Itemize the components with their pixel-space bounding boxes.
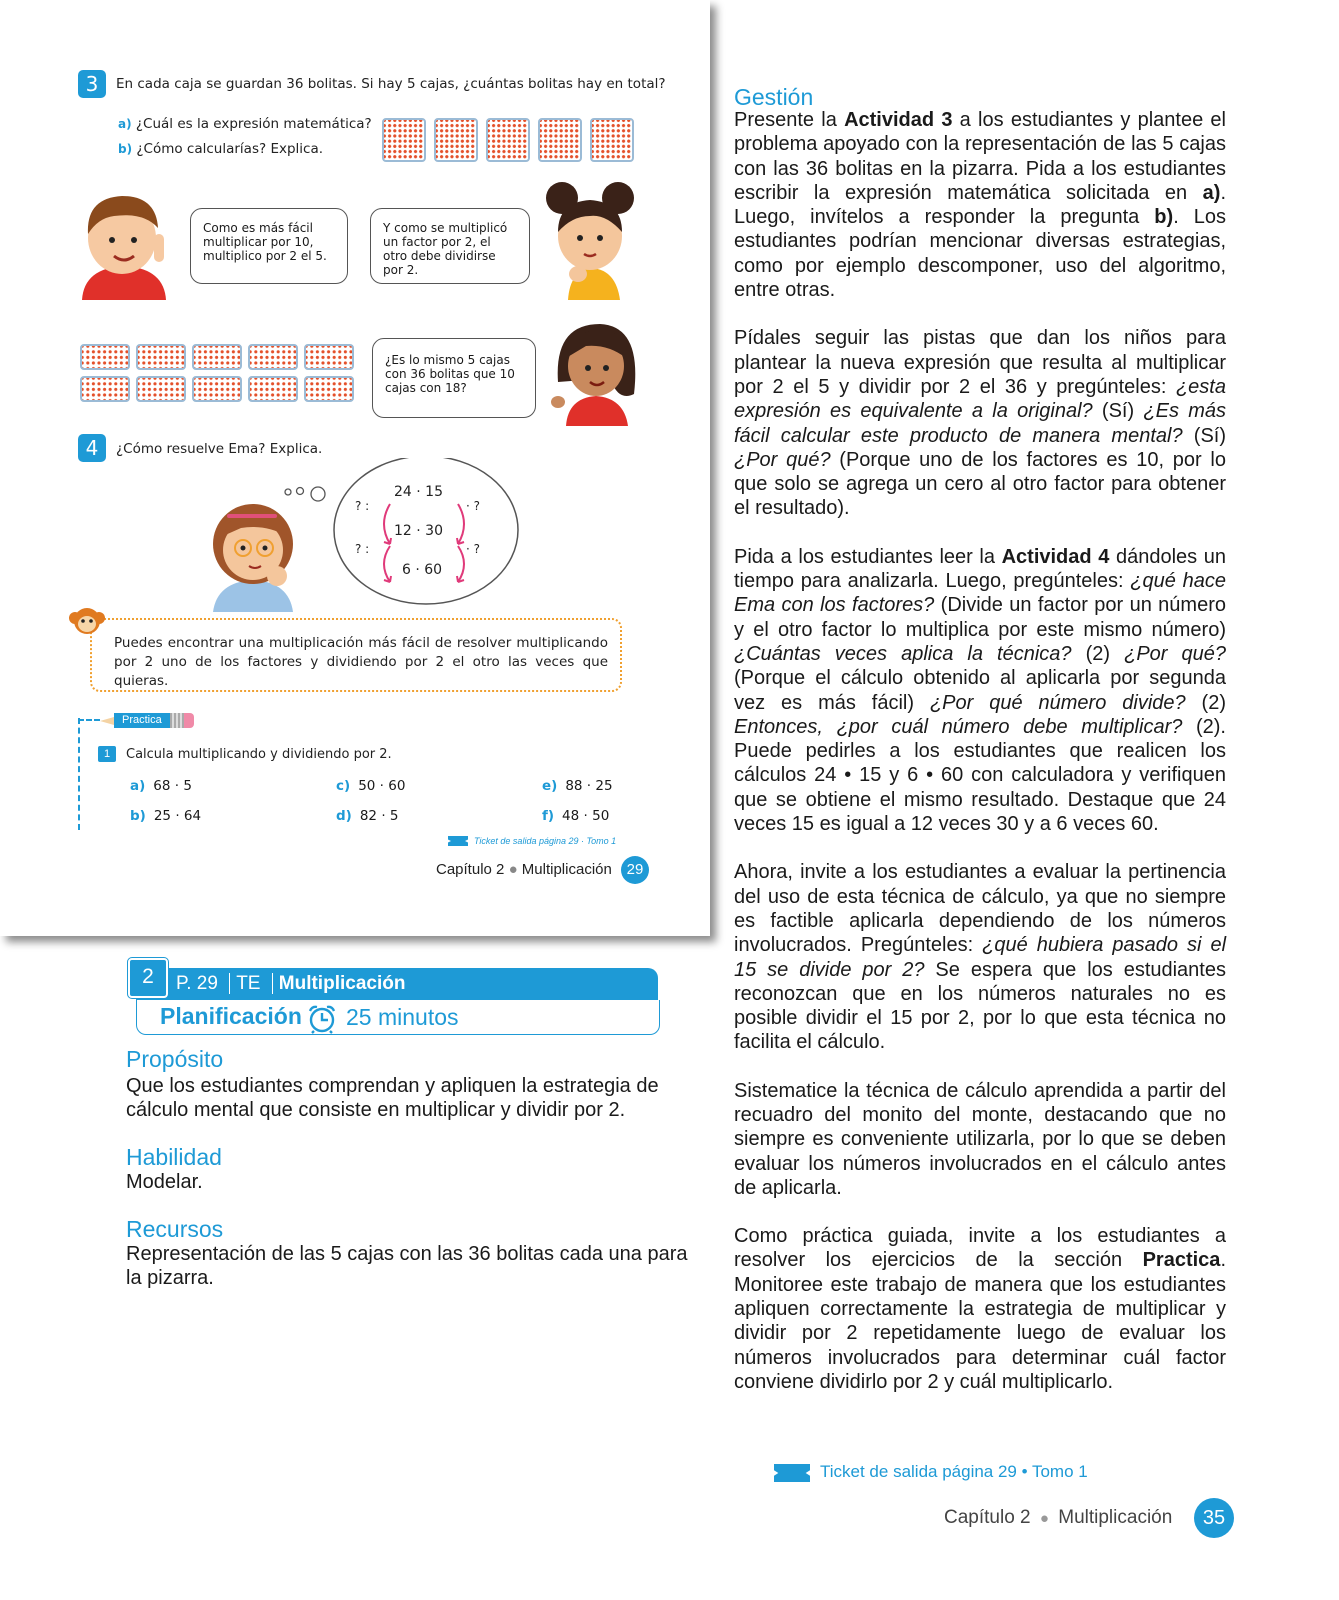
ten-boxes-illustration xyxy=(80,344,352,404)
practica-number: 1 xyxy=(98,746,116,762)
exercise-a: a) 68 · 5 xyxy=(130,778,192,794)
tip-text: Puedes encontrar una multiplicación más fácil de resolver multiplicando por 2 uno de los factores y dividiendo por 2 el otro las veces que quieras. xyxy=(114,635,608,689)
five-boxes-illustration xyxy=(382,118,638,166)
ball-box xyxy=(590,118,634,162)
practica-instruction: Calcula multiplicando y dividiendo por 2. xyxy=(126,747,392,762)
page-footer: Capítulo 2 ● Multiplicación xyxy=(944,1507,1173,1528)
girl-illustration xyxy=(540,178,640,308)
ticket-text: Ticket de salida página 29 • Tomo 1 xyxy=(820,1462,1088,1481)
footer-topic: Multiplicación xyxy=(1058,1507,1173,1528)
planning-header-text xyxy=(176,972,405,996)
gestion-paragraph-4: Ahora, invite a los estudiantes a evaluar la pertinencia del uso de esta técnica de cálculo, ya que no siempre es factible aplicarla dependiendo de los números involucrados. Pregúnteles: ¿qué hubiera pasado si el 15 se divide por 2? Se espera que los estudiantes reconozcan que en los números naturales no es posible dividir el 15 por 2, por lo que esta técnica no facilita el cálculo. xyxy=(734,861,1227,1054)
planificacion-label: Planificación xyxy=(160,1003,302,1029)
boy-illustration xyxy=(74,182,174,306)
student-footer-chapter: Capítulo 2 xyxy=(436,861,505,878)
recursos-heading: Recursos xyxy=(126,1216,224,1242)
habilidad-heading: Habilidad xyxy=(126,1144,222,1170)
ball-box xyxy=(304,376,354,402)
expr-24-15: 24 · 15 xyxy=(394,484,443,500)
planning-duration: 25 minutos xyxy=(346,1004,459,1030)
activity-3-part-a xyxy=(118,116,372,132)
ball-box xyxy=(136,376,186,402)
part-b-label: b) xyxy=(118,142,133,156)
gestion-paragraph-3: Pida a los estudiantes leer la Actividad 4 dándoles un tiempo para analizarla. Luego, pregúnteles: ¿qué hace Ema con los factores? (Divide un factor por un número y el otro factor lo multiplica por este mismo número) ¿Cuántas veces aplica la técnica? (2) ¿Por qué? (Porque el cálculo obtenido al aplicarla por segunda vez es más fácil) ¿Por qué número divide? (2) Entonces, ¿por cuál número debe multiplicar? (2). Puede pedirles a los estudiantes que realicen los cálculos 24 • 15 y 6 • 60 con calculadora y verifiquen que se obtiene el mismo resultado. Destaque que 24 veces 15 es igual a 12 veces 30 y a 6 veces 60. xyxy=(734,545,1227,836)
practica-rail-top xyxy=(78,719,100,721)
ball-box xyxy=(304,344,354,370)
activity-3-question: En cada caja se guardan 36 bolitas. Si hay 5 cajas, ¿cuántas bolitas hay en total? xyxy=(116,76,666,92)
exercise-d: d) 82 · 5 xyxy=(336,808,399,824)
alarm-clock-icon xyxy=(306,1004,338,1034)
planning-te: TE xyxy=(236,973,261,994)
gestion-paragraph-2: Pídales seguir las pistas que dan los niños para plantear la nueva expresión que resulta al multiplicar por 2 el 5 y dividir por 2 el 36 y pregúnteles: ¿esta expresión es equivalente a la original? (Sí) ¿Es más fácil calcular este producto de manera mental? (Sí) ¿Por qué? (Porque uno de los factores es 10, por lo que solo se agrega un cero al otro factor para obtener el resultado). xyxy=(734,327,1227,520)
ball-box xyxy=(80,376,130,402)
ticket-icon-small xyxy=(448,836,468,846)
ball-box xyxy=(434,118,478,162)
recursos-text: Representación de las 5 cajas con las 36 bolitas cada una para la pizarra. xyxy=(126,1243,688,1290)
ticket-icon xyxy=(774,1464,810,1482)
exercise-b: b) 25 · 64 xyxy=(130,808,202,824)
speech-bubble-boy: Como es más fácil multiplicar por 10, multiplico por 2 el 5. xyxy=(190,208,348,284)
part-a-label: a) xyxy=(118,117,132,131)
divide-label-2: ? : xyxy=(355,542,370,556)
girl-2-illustration xyxy=(548,318,642,428)
student-footer-topic: Multiplicación xyxy=(521,861,612,878)
proposito-text: Que los estudiantes comprendan y apliquen la estrategia de cálculo mental que consiste en multiplicar y dividir por 2. xyxy=(126,1075,659,1122)
monkey-icon xyxy=(68,604,106,638)
ball-box xyxy=(248,344,298,370)
proposito-heading: Propósito xyxy=(126,1046,224,1072)
activity-3-number: 3 xyxy=(78,70,106,98)
ball-box xyxy=(136,344,186,370)
lesson-number: 2 xyxy=(128,958,168,998)
gestion-body xyxy=(734,108,1226,1394)
speech-bubble-girl-2: ¿Es lo mismo 5 cajas con 36 bolitas que 10 cajas con 18? xyxy=(372,338,536,418)
part-b-text: ¿Cómo calcularías? Explica. xyxy=(136,141,324,157)
ball-box xyxy=(192,344,242,370)
planning-topic: Multiplicación xyxy=(278,973,406,994)
gestion-paragraph-6: Como práctica guiada, invite a los estudiantes a resolver los ejercicios de la sección Practica. Monitoree este trabajo de manera que los estudiantes apliquen correctamente la estrategia de multiplicar y dividir por 2 repetidamente luego de evaluar los números involucrados para determinar cuál factor conviene dividirlo por 2 y cuál multiplicarlo. xyxy=(734,1225,1226,1393)
activity-3-part-b xyxy=(118,141,323,157)
student-page-number: 29 xyxy=(621,856,649,884)
ball-box xyxy=(486,118,530,162)
divide-label-1: ? : xyxy=(355,499,370,513)
ball-box xyxy=(382,118,426,162)
speech-bubble-girl: Y como se multiplicó un factor por 2, el otro debe dividirse por 2. xyxy=(370,208,530,284)
student-page-image xyxy=(0,0,710,936)
activity-4-question: ¿Cómo resuelve Ema? Explica. xyxy=(116,441,323,457)
gestion-paragraph-5: Sistematice la técnica de cálculo aprendida a partir del recuadro del monito del monte, destacando que no siempre es conveniente utilizarla, por lo que se deben evaluar los números involucrados en el cálculo antes de aplicarla. xyxy=(734,1079,1226,1199)
activity-4-number: 4 xyxy=(78,434,106,462)
expr-6-60: 6 · 60 xyxy=(402,562,443,578)
footer-chapter: Capítulo 2 xyxy=(944,1507,1031,1528)
gestion-paragraph-1: Presente la Actividad 3 a los estudiantes y plantee el problema apoyado con la representación de las 5 cajas con las 36 bolitas en la pizarra. Pida a los estudiantes escribir la expresión matemática solicitada en a). Luego, invítelos a responder la pregunta b). Los estudiantes podrían mencionar diversas estrategias, como por ejemplo descomponer, uso del algoritmo, entre otras. xyxy=(734,109,1226,302)
planning-page: P. 29 xyxy=(176,973,218,994)
exercise-c: c) 50 · 60 xyxy=(336,778,406,794)
practica-label: Practica xyxy=(114,713,170,728)
pencil-tag xyxy=(100,713,194,728)
part-a-text: ¿Cuál es la expresión matemática? xyxy=(135,116,372,132)
multiply-label-2: · ? xyxy=(466,542,480,556)
practica-rail xyxy=(78,718,83,830)
ball-box xyxy=(538,118,582,162)
ball-box xyxy=(80,344,130,370)
ball-box xyxy=(248,376,298,402)
page-number: 35 xyxy=(1194,1498,1234,1538)
student-ticket-text: Ticket de salida página 29 · Tomo 1 xyxy=(474,836,617,846)
exercise-e: e) 88 · 25 xyxy=(542,778,613,794)
multiply-label-1: · ? xyxy=(466,499,480,513)
expr-12-30: 12 · 30 xyxy=(394,523,443,539)
ball-box xyxy=(192,376,242,402)
student-footer: Capítulo 2 ● Multiplicación xyxy=(436,861,612,878)
exercise-f: f) 48 · 50 xyxy=(542,808,610,824)
gestion-heading: Gestión xyxy=(734,84,814,110)
habilidad-text: Modelar. xyxy=(126,1171,203,1193)
